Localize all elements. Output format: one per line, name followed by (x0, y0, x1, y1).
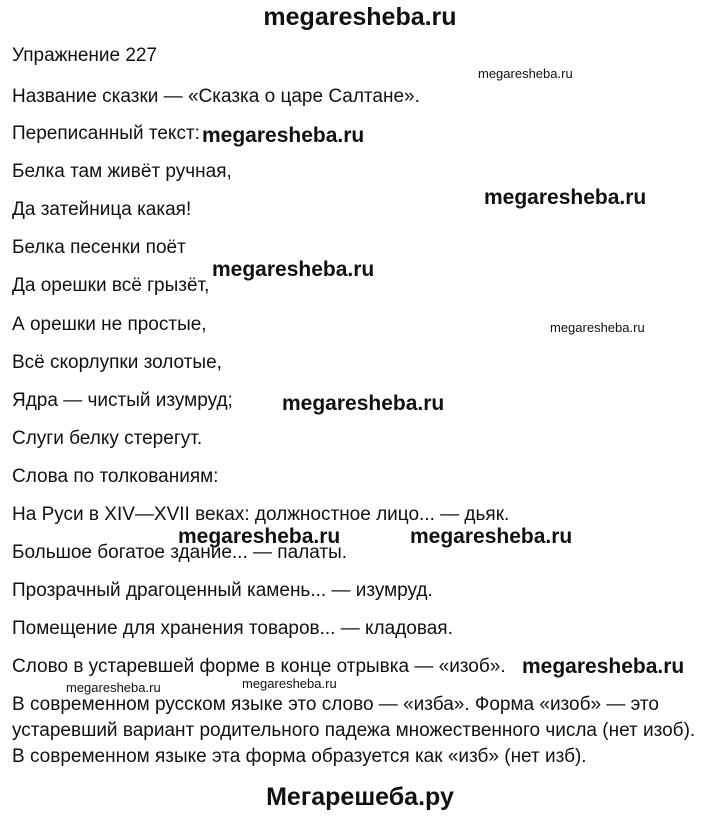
poem-line: Ядра — чистый изумруд; (12, 390, 233, 411)
watermark: megaresheba.ru (242, 676, 337, 691)
watermark: megaresheba.ru (212, 258, 375, 281)
poem-line: Белка песенки поёт (12, 237, 186, 258)
definitions-label: Слова по толкованиям: (12, 466, 219, 487)
poem-line: Да затейница какая! (12, 199, 192, 220)
watermark: megaresheba.ru (484, 186, 647, 209)
watermark: megaresheba.ru (550, 320, 645, 335)
poem-line: Да орешки всё грызёт, (12, 275, 210, 296)
site-footer-brand: Мегарешеба.ру (266, 783, 454, 811)
poem-line: Всё скорлупки золотые, (12, 352, 222, 373)
watermark: megaresheba.ru (410, 525, 573, 548)
site-header: megaresheba.ru (263, 3, 457, 31)
poem-line: Слуги белку стерегут. (12, 428, 203, 449)
watermark: megaresheba.ru (66, 680, 161, 695)
obsolete-form-line: Слово в устаревшей форме в конце отрывка — «изоб». (12, 656, 506, 677)
definition-line: Большое богатое здание... — палаты. (12, 542, 348, 563)
watermark: megaresheba.ru (178, 525, 341, 548)
explanation-line: В современном языке эта форма образуется как «изб» (нет изб). (12, 746, 587, 767)
explanation-line: В современном русском языке это слово — «изба». Форма «изоб» — это (12, 694, 659, 715)
explanation-line: устаревший вариант родительного падежа множественного числа (нет изоб). (12, 720, 696, 741)
poem-line: Белка там живёт ручная, (12, 161, 232, 182)
copied-text-label: Переписанный текст: (12, 123, 200, 144)
watermark: megaresheba.ru (522, 655, 685, 678)
definition-line: Помещение для хранения товаров... — кладовая. (12, 618, 453, 639)
poem-line: А орешки не простые, (12, 314, 207, 335)
watermark: megaresheba.ru (282, 392, 445, 415)
definition-line: На Руси в XIV—XVII веках: должностное лицо... — дьяк. (12, 504, 510, 525)
tale-name: Название сказки — «Сказка о царе Салтане». (12, 86, 420, 107)
watermark: megaresheba.ru (478, 66, 573, 81)
watermark: megaresheba.ru (202, 124, 365, 147)
definition-line: Прозрачный драгоценный камень... — изумруд. (12, 580, 433, 601)
exercise-title: Упражнение 227 (12, 45, 158, 66)
